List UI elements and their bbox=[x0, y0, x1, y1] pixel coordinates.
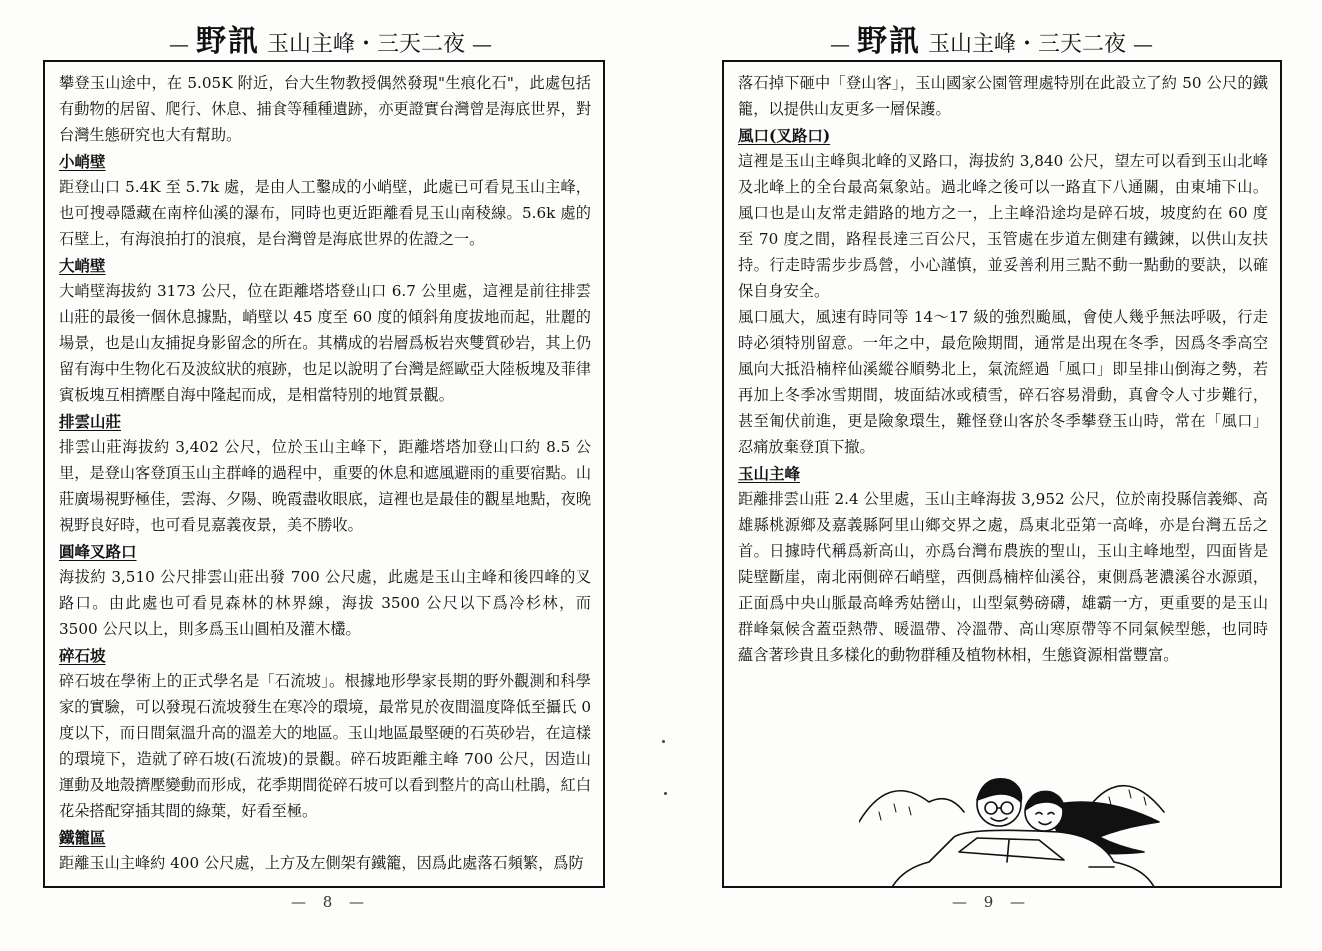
section-heading: 碎石坡 bbox=[59, 646, 106, 665]
header-dash-end: — bbox=[472, 32, 492, 56]
content-box bbox=[43, 60, 605, 888]
page-number: — 9 — bbox=[951, 893, 1032, 911]
section-body: 距離排雲山莊 2.4 公里處，玉山主峰海拔 3,952 公尺，位於南投縣信義鄉、高雄縣桃源鄉及嘉義縣阿里山鄉交界之處，爲東北亞第一高峰，亦是台灣五岳之首。日據時代稱爲新高山，亦爲台灣布農族的聖山，玉山主峰地型，四面皆是陡壁斷崖，南北兩側碎石峭壁，西側爲楠梓仙溪谷，東側爲荖濃溪谷水源頭，正面爲中央山脈最高峰秀姑巒山，山型氣勢磅礴，雄霸一方，更重要的是玉山群峰氣候含蓋亞熱帶、暖溫帶、冷溫帶、高山寒原帶等不同氣候型態，也同時蘊含著珍貴且多樣化的動物群種及植物林相，生態資源相當豐富。 bbox=[738, 490, 1268, 664]
section-body: 大峭壁海拔約 3173 公尺，位在距離塔塔登山口 6.7 公里處，這裡是前往排雲山莊的最後一個休息據點，峭壁以 45 度至 60 度的傾斜角度拔地而起，壯麗的場景，也是山友捕捉身影留念的所在。其構成的岩層爲板岩夾雙質砂岩，其上仍留有海中生物化石及波紋狀的痕跡，也足以說明了台灣是經歐亞大陸板塊及菲律賓板塊互相擠壓自海中隆起而成，是相當特別的地質景觀。 bbox=[59, 282, 591, 404]
header-dash: — bbox=[168, 32, 189, 56]
section-body: 碎石坡在學術上的正式學名是「石流坡」。根據地形學家長期的野外觀測和科學家的實驗，可以發現石流坡發生在寒冷的環境，最常見於夜間溫度降低至攝氏 0 度以下，而日間氣溫升高的溫差大的地區。玉山地區最堅硬的石英砂岩，在這樣的環境下，造就了碎石坡(石流坡)的景觀。碎石坡距離主峰 700 公尺，因造山運動及地殼擠壓變動而形成，花季期間從碎石坡可以看到整片的高山杜鵑，紅白花朵搭配穿插其間的綠葉，好看至極。 bbox=[59, 672, 591, 820]
page-number: — 8 — bbox=[290, 893, 371, 911]
header-subtitle: 玉山主峰・三天二夜 bbox=[927, 32, 1126, 57]
section-body: 距離玉山主峰約 400 公尺處，上方及左側架有鐵籠，因爲此處落石頻繁，爲防 bbox=[59, 854, 584, 872]
section-heading: 風口(叉路口) bbox=[738, 126, 831, 145]
header-dash-end: — bbox=[1133, 32, 1153, 56]
section-heading: 大峭壁 bbox=[59, 256, 106, 275]
header-dash: — bbox=[829, 32, 850, 56]
section-body: 這裡是玉山主峰與北峰的叉路口，海拔約 3,840 公尺，望左可以看到玉山北峰及北峰上的全台最高氣象站。過北峰之後可以一路直下八通關，由東埔下山。風口也是山友常走錯路的地方之一，上主峰沿途均是碎石坡，坡度約在 60 度至 70 度之間，路程長達三百公尺，玉管處在步道左側建有鐵鍊，以供山友扶持。行走時需步步爲營，小心謹慎，並妥善利用三點不動一點動的要訣，以確保自身安全。 bbox=[738, 152, 1268, 300]
intro-paragraph: 攀登玉山途中，在 5.05K 附近，台大生物教授偶然發現"生痕化石"，此處包括有動物的居留、爬行、休息、捕食等種種遺跡，亦更證實台灣曾是海底世界，對台灣生態研究也大有幫助。 bbox=[59, 74, 591, 144]
right-page bbox=[661, 0, 1322, 951]
car-trip-illustration bbox=[859, 752, 1169, 888]
brand-logo: 野訊 bbox=[856, 24, 921, 59]
page-header bbox=[661, 16, 1322, 60]
section-heading: 排雲山莊 bbox=[59, 412, 122, 431]
section-body: 排雲山莊海拔約 3,402 公尺，位於玉山主峰下，距離塔塔加登山口約 8.5 公里，是登山客登頂玉山主群峰的過程中，重要的休息和遮風避雨的重要宿點。山莊廣場視野極佳，雲海、夕陽、晚霞盡收眼底，這裡也是最佳的觀星地點，夜晚視野良好時，也可看見嘉義夜景，美不勝收。 bbox=[59, 438, 591, 534]
section-heading: 玉山主峰 bbox=[738, 464, 801, 483]
content-box bbox=[722, 60, 1282, 888]
section-body: 海拔約 3,510 公尺排雲山莊出發 700 公尺處，此處是玉山主峰和後四峰的叉路口。由此處也可看見森林的林界線，海拔 3500 公尺以下爲冷杉林，而 3500 公尺以上，則多爲玉山圓柏及灌木欉。 bbox=[59, 568, 591, 638]
section-heading: 小峭壁 bbox=[59, 152, 106, 171]
intro-paragraph: 落石掉下砸中「登山客」，玉山國家公園管理處特別在此設立了約 50 公尺的鐵籠，以提供山友更多一層保護。 bbox=[738, 74, 1268, 118]
header-subtitle: 玉山主峰・三天二夜 bbox=[266, 32, 465, 57]
page-header bbox=[0, 16, 661, 60]
section-heading: 鐵籠區 bbox=[59, 828, 106, 847]
section-body: 距登山口 5.4K 至 5.7k 處，是由人工鑿成的小峭壁，此處已可看見玉山主峰，也可搜尋隱藏在南梓仙溪的瀑布，同時也更近距離看見玉山南稜線。5.6k 處的石壁上，有海浪拍打的浪痕，是台灣曾是海底世界的佐證之一。 bbox=[59, 178, 591, 248]
brand-logo: 野訊 bbox=[195, 24, 260, 59]
hill-icon bbox=[859, 791, 964, 822]
section-body: 風口風大，風速有時同等 14～17 級的強烈颱風，會使人幾乎無法呼吸，行走時必須特別留意。一年之中，最危險期間，通常是出現在冬季，因爲冬季高空風向大抵沿楠梓仙溪縱谷順勢北上，氣流經過「風口」即呈排山倒海之勢，若再加上冬季冰雪期間，坡面結冰或積雪，碎石容易滑動，真會令人寸步難行，甚至匍伏前進，更是險象環生，難怪登山客於冬季攀登玉山時，常在「風口」忍痛放棄登頂下撤。 bbox=[738, 308, 1268, 456]
section-heading: 圓峰叉路口 bbox=[59, 542, 137, 561]
